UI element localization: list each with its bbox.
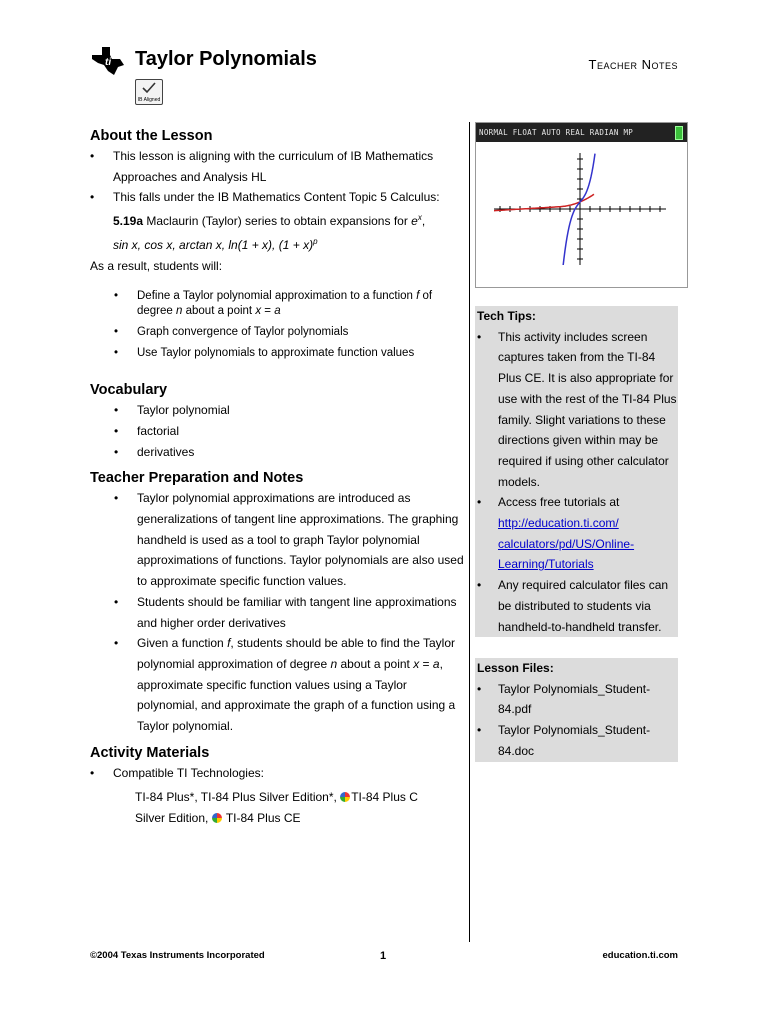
about-bullet-2: • This falls under the IB Mathematics Content Topic 5 Calculus: 5.19a Maclaurin (Taylor) series to obtain expansions for $e^x$, sin x, cos x, arctan x, ln(1 + x), $(1 + x)^p$ [90, 187, 465, 255]
footer-page-number: 1 [380, 950, 387, 962]
footer-site: education.ti.com [602, 950, 678, 961]
materials-technologies: TI-84 Plus*, TI-84 Plus Silver Edition*, TI-84 Plus C Silver Edition, TI-84 Plus CE [135, 790, 418, 826]
ib-badge-text: IB Aligned [137, 97, 161, 103]
about-bullet-1: • This lesson is aligning with the curriculum of IB Mathematics Approaches and Analysis HL [90, 146, 465, 187]
prep-heading: Teacher Preparation and Notes [90, 470, 304, 487]
vocabulary-heading: Vocabulary [90, 382, 168, 399]
outcome-1: • Define a Taylor polynomial approximation to a function f of degree n about a point x = a [90, 285, 465, 321]
prep-item-3: • Given a function f, students should be able to find the Taylor polynomial approximation of degree n about a point x = a, approximate specific function values using a Taylor polynomial, and approximate the graph of a function using a Taylor polynomial. [90, 633, 465, 737]
materials-list [90, 763, 465, 784]
tech-tip-3: • Any required calculator files can be distributed to students via handheld-to-handheld transfer. [475, 575, 678, 637]
result-text: As a result, students will: [90, 258, 223, 273]
main-column [90, 126, 465, 829]
page-title: Taylor Polynomials [135, 48, 317, 70]
ib-aligned-badge [135, 79, 163, 105]
vocab-item: • derivatives [90, 442, 465, 463]
materials-item: • Compatible TI Technologies: [90, 763, 465, 784]
ti-logo-icon [90, 45, 126, 77]
prep-item-1: • Taylor polynomial approximations are introduced as generalizations of tangent line approximations. The graphing handheld is used as a tool to graph Taylor polynomial approximations of functions. Taylor polynomials are also used to approximate specific function values. [90, 488, 465, 592]
vocab-item: • factorial [90, 421, 465, 442]
outcome-3: • Use Taylor polynomials to approximate function values [90, 342, 465, 363]
checkmark-icon [136, 80, 162, 96]
topic-code: 5.19a [113, 214, 144, 229]
lesson-files-box [475, 658, 678, 762]
tech-tips-list [475, 327, 678, 638]
color-wheel-icon [340, 792, 350, 802]
prep-list [90, 488, 465, 736]
svg-text:ti: ti [105, 57, 112, 68]
teacher-notes-label: Teacher Notes [588, 57, 678, 72]
calculator-screenshot [475, 122, 688, 288]
tech-tips-box [475, 306, 678, 637]
column-divider [469, 122, 470, 942]
lesson-files-heading: Lesson Files: [477, 661, 554, 675]
tech-tip-1: • This activity includes screen captures taken from the TI-84 Plus CE. It is also appropriate for use with the rest of the TI-84 Plus family. Slight variations to these directions given within may be required if using other calculator models. [475, 327, 678, 493]
lesson-file: • Taylor Polynomials_Student-84.doc [475, 720, 678, 761]
tutorials-link[interactable]: http://education.ti.com/ calculators/pd/US/Online-Learning/Tutorials [498, 516, 635, 572]
vocabulary-list [90, 400, 465, 462]
calculator-status-bar: NORMAL FLOAT AUTO REAL RADIAN MP [476, 123, 687, 142]
tech-tips-heading: Tech Tips: [477, 309, 536, 323]
footer-copyright: ©2004 Texas Instruments Incorporated [90, 950, 265, 961]
lesson-file: • Taylor Polynomials_Student-84.pdf [475, 679, 678, 720]
taylor-graph [494, 153, 666, 265]
color-wheel-icon [212, 813, 222, 823]
about-list [90, 146, 465, 256]
vocab-item: • Taylor polynomial [90, 400, 465, 421]
outcome-2: • Graph convergence of Taylor polynomials [90, 321, 465, 342]
outcomes-list [90, 285, 465, 363]
materials-heading: Activity Materials [90, 744, 210, 761]
lesson-files-list [475, 679, 678, 762]
battery-icon [675, 126, 683, 140]
topic-functions: sin x, cos x, arctan x, ln(1 + x), $(1 + x)^p$ [113, 236, 318, 252]
about-heading: About the Lesson [90, 128, 213, 144]
prep-item-2: • Students should be familiar with tangent line approximations and higher order derivatives [90, 592, 465, 633]
tech-tip-2: • Access free tutorials at http://education.ti.com/ calculators/pd/US/Online-Learning/Tutorials [475, 492, 678, 575]
